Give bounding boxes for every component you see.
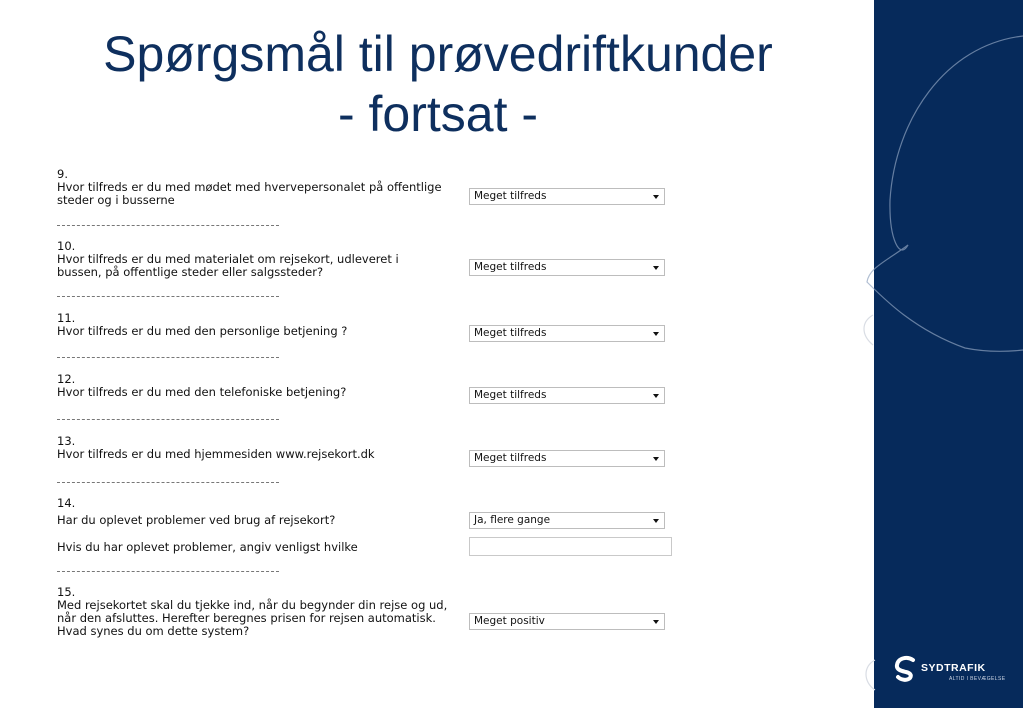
sydtrafik-logo-icon — [893, 655, 919, 683]
brand-side-panel — [874, 0, 1023, 708]
question-11 — [57, 312, 477, 338]
brand-name: SYDTRAFIK — [921, 662, 986, 674]
answer-select-12[interactable] — [469, 387, 665, 404]
question-text: Hvor tilfreds er du med den personlige betjening ? — [57, 324, 348, 338]
question-text: Hvor tilfreds er du med materialet om rejsekort, udleveret i bussen, på offentlige steder eller salgssteder? — [57, 252, 399, 279]
dropdown-arrow-icon — [653, 394, 659, 398]
question-number: 9. — [57, 167, 68, 181]
question-text: Med rejsekortet skal du tjekke ind, når du begynder din rejse og ud, når den afsluttes. Herefter beregnes prisen for rejsen automatisk. Hvad synes du om dette system? — [57, 598, 448, 638]
answer-select-10[interactable] — [469, 259, 665, 276]
select-value: Meget positiv — [474, 615, 545, 627]
question-divider — [57, 482, 279, 483]
question-number: 11. — [57, 311, 76, 325]
dropdown-arrow-icon — [653, 457, 659, 461]
dropdown-arrow-icon — [653, 332, 659, 336]
dropdown-arrow-icon — [653, 620, 659, 624]
question-text: Hvor tilfreds er du med mødet med hvervepersonalet på offentlige steder og i busserne — [57, 180, 442, 207]
question-number: 12. — [57, 372, 76, 386]
brand-tagline: ALTID I BEVÆGELSE — [949, 676, 1006, 682]
answer-select-9[interactable] — [469, 188, 665, 205]
answer-select-13[interactable] — [469, 450, 665, 467]
question-text: Hvor tilfreds er du med den telefoniske betjening? — [57, 385, 347, 399]
question-number: 15. — [57, 585, 76, 599]
question-15 — [57, 586, 462, 638]
answer-select-14[interactable] — [469, 512, 665, 529]
dropdown-arrow-icon — [653, 266, 659, 270]
question-12 — [57, 373, 477, 399]
question-text: Har du oplevet problemer ved brug af rejsekort? — [57, 513, 336, 527]
select-value: Meget tilfreds — [474, 190, 547, 202]
question-number: 14. — [57, 496, 76, 510]
select-value: Meget tilfreds — [474, 452, 547, 464]
slide-title-line2: - fortsat - — [337, 86, 539, 142]
question-divider — [57, 571, 279, 572]
answer-select-11[interactable] — [469, 325, 665, 342]
problems-text-field[interactable] — [469, 537, 672, 556]
dropdown-arrow-icon — [653, 519, 659, 523]
select-value: Meget tilfreds — [474, 261, 547, 273]
question-9 — [57, 168, 477, 207]
question-text: Hvor tilfreds er du med hjemmesiden www.rejsekort.dk — [57, 447, 375, 461]
question-number: 10. — [57, 239, 76, 253]
select-value: Meget tilfreds — [474, 327, 547, 339]
question-divider — [57, 357, 279, 358]
question-13 — [57, 435, 477, 461]
slide-title — [0, 24, 876, 144]
question-14 — [57, 497, 477, 527]
question-number: 13. — [57, 434, 76, 448]
dropdown-arrow-icon — [653, 195, 659, 199]
select-value: Meget tilfreds — [474, 389, 547, 401]
question-divider — [57, 419, 279, 420]
answer-select-15[interactable] — [469, 613, 665, 630]
question-divider — [57, 225, 279, 226]
question-10 — [57, 240, 432, 279]
question-divider — [57, 296, 279, 297]
sydtrafik-logo — [893, 655, 1013, 687]
followup-label: Hvis du har oplevet problemer, angiv venligst hvilke — [57, 540, 358, 554]
slide-title-line1: Spørgsmål til prøvedriftkunder — [103, 26, 773, 82]
select-value: Ja, flere gange — [474, 514, 551, 526]
